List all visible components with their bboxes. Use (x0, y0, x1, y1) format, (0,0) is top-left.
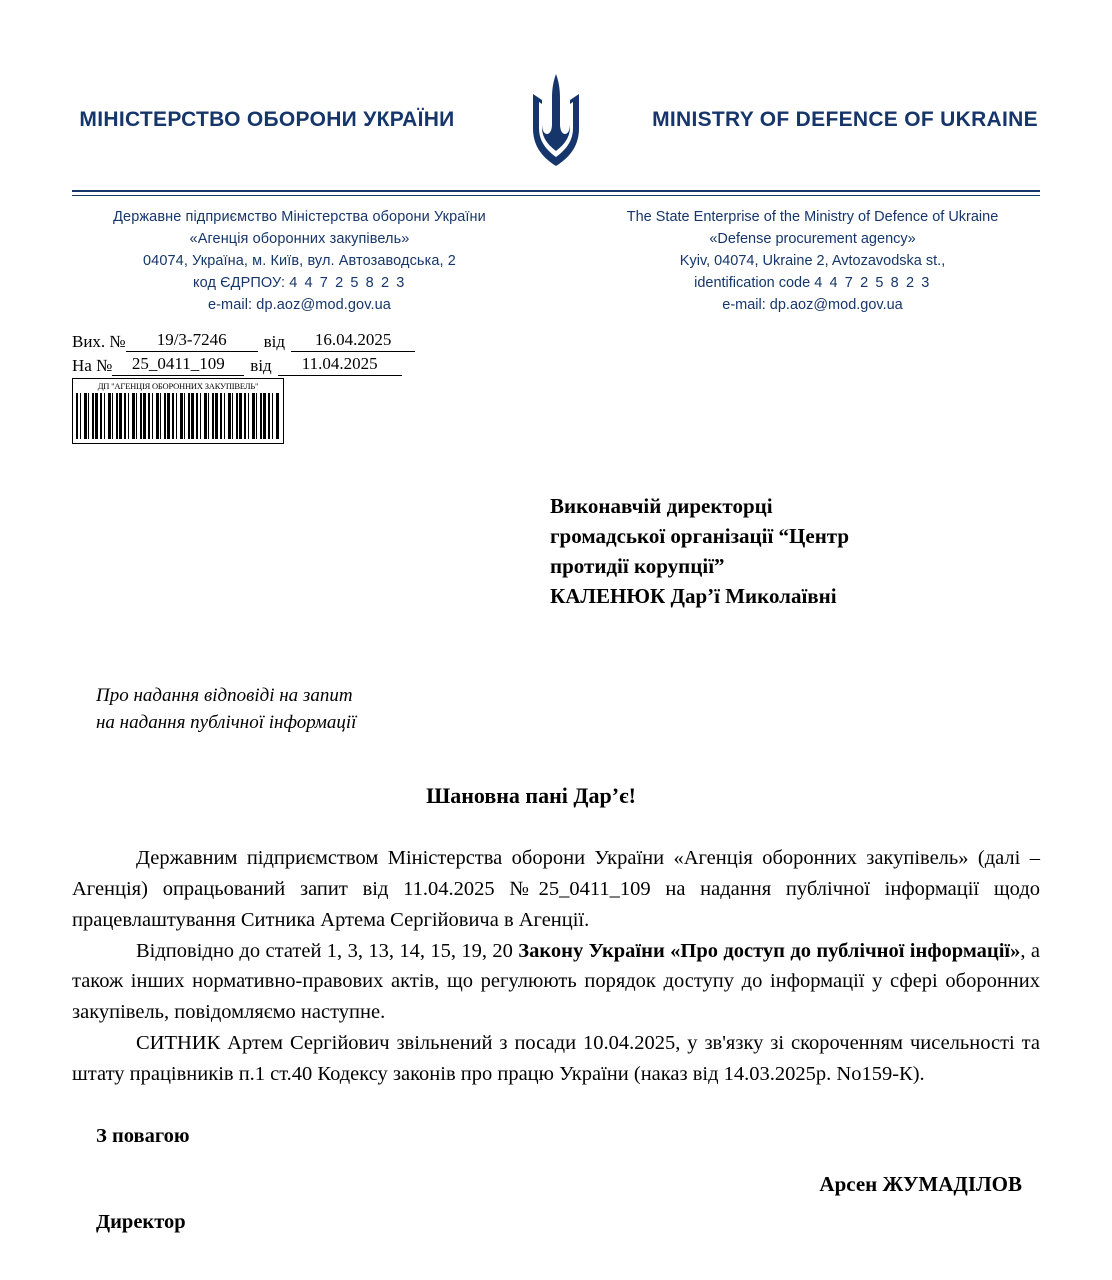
subject-line2: на надання публічної інформації (96, 712, 357, 734)
addressee-line3: протидії корупції” (550, 553, 725, 578)
reference-numbers (72, 330, 1040, 376)
signatory-name: Арсен ЖУМАДІЛОВ (819, 1172, 1022, 1197)
law-reference: Закону України «Про доступ до публічної інформації» (518, 939, 1021, 962)
subject-line (96, 683, 1040, 737)
address-ukrainian (72, 206, 527, 316)
outgoing-label: Вих. № (72, 332, 126, 352)
signatory-role: Директор (96, 1211, 186, 1234)
addressee-line2: громадської організації “Центр (550, 523, 850, 548)
body-paragraph-3: СИТНИК Артем Сергійович звільнений з посади 10.04.2025, у зв'язку зі скороченням чисельності та штату працівників п.1 ст.40 Кодексу законів про працю України (наказ від 14.03.2025р. No159-К). (72, 1031, 1040, 1085)
edrpou-value: 4 4 7 2 5 8 2 3 (289, 275, 406, 292)
outgoing-number: 19/3-7246 (126, 330, 258, 352)
identification-code-value: 4 4 7 2 5 8 2 3 (814, 275, 931, 292)
barcode-caption: ДП "АГЕНЦІЯ ОБОРОННИХ ЗАКУПІВЕЛЬ" (97, 381, 259, 392)
incoming-reference-row (72, 354, 1040, 376)
incoming-label: На № (72, 356, 113, 376)
addr-en-line3: Kyiv, 04074, Ukraine 2, Avtozavodska st., (679, 253, 946, 270)
signature-regards: З повагою (96, 1125, 190, 1148)
identification-code-label: identification code (694, 275, 811, 292)
addr-uk-email[interactable]: e-mail: dp.aoz@mod.gov.ua (207, 297, 391, 314)
letter-body (72, 843, 1040, 1089)
body-paragraph-2-prefix: Відповідно до статей 1, 3, 13, 14, 15, 19, 20 (136, 939, 519, 962)
outgoing-reference-row (72, 330, 1040, 352)
body-paragraph-2-suffix: , а також інших нормативно-правових актів, що регулюють порядок доступу до інформації у сфері оборонних закупівель, повідомляємо наступне. (72, 939, 1040, 1024)
addr-uk-line3: 04074, Україна, м. Київ, вул. Автозаводська, 2 (143, 253, 456, 270)
addr-uk-line1: Державне підприємство Міністерства оборони України (113, 209, 486, 225)
addr-uk-line4 (72, 272, 527, 294)
ukraine-trident-emblem (501, 72, 611, 168)
ministry-title-uk: МІНІСТЕРСТВО ОБОРОНИ УКРАЇНИ (79, 107, 455, 131)
barcode-stamp (72, 378, 284, 444)
incoming-date-label: від (250, 356, 272, 376)
addr-en-line1: The State Enterprise of the Ministry of Defence of Ukraine (626, 209, 999, 225)
addr-en-line2: «Defense procurement agency» (709, 231, 916, 248)
address-english (585, 206, 1040, 316)
incoming-number: 25_0411_109 (112, 354, 244, 376)
outgoing-date: 16.04.2025 (291, 330, 415, 352)
addr-en-line4 (585, 272, 1040, 294)
edrpou-label: код ЄДРПОУ: (193, 275, 286, 292)
signature-block (72, 1125, 1040, 1234)
salutation: Шановна пані Дар’є! (426, 783, 636, 809)
addr-uk-line2: «Агенція оборонних закупівель» (189, 231, 410, 248)
body-paragraph-1: Державним підприємством Міністерства оборони України «Агенція оборонних закупівель» (далі – Агенція) опрацьований запит від 11.04.2025 №25_0411_109 на надання публічної інформації щодо працевлаштування Ситника Артема Сергійовича в Агенції. (72, 847, 1040, 931)
addr-en-email[interactable]: e-mail: dp.aoz@mod.gov.ua (722, 297, 903, 314)
addressee-block (550, 492, 980, 611)
outgoing-date-label: від (263, 332, 286, 352)
letterhead (72, 0, 1040, 168)
incoming-date: 11.04.2025 (278, 354, 402, 376)
body-paragraph-2 (72, 936, 1040, 1028)
barcode-bars (76, 393, 280, 439)
subject-line1: Про надання відповіді на запит (96, 685, 353, 707)
address-block (72, 196, 1040, 316)
addressee-line4: КАЛЕНЮК Дар’ї Миколаївні (550, 583, 837, 608)
ministry-title-en: MINISTRY OF DEFENCE OF UKRAINE (652, 107, 1038, 131)
addressee-line1: Виконавчій директорці (550, 494, 773, 519)
